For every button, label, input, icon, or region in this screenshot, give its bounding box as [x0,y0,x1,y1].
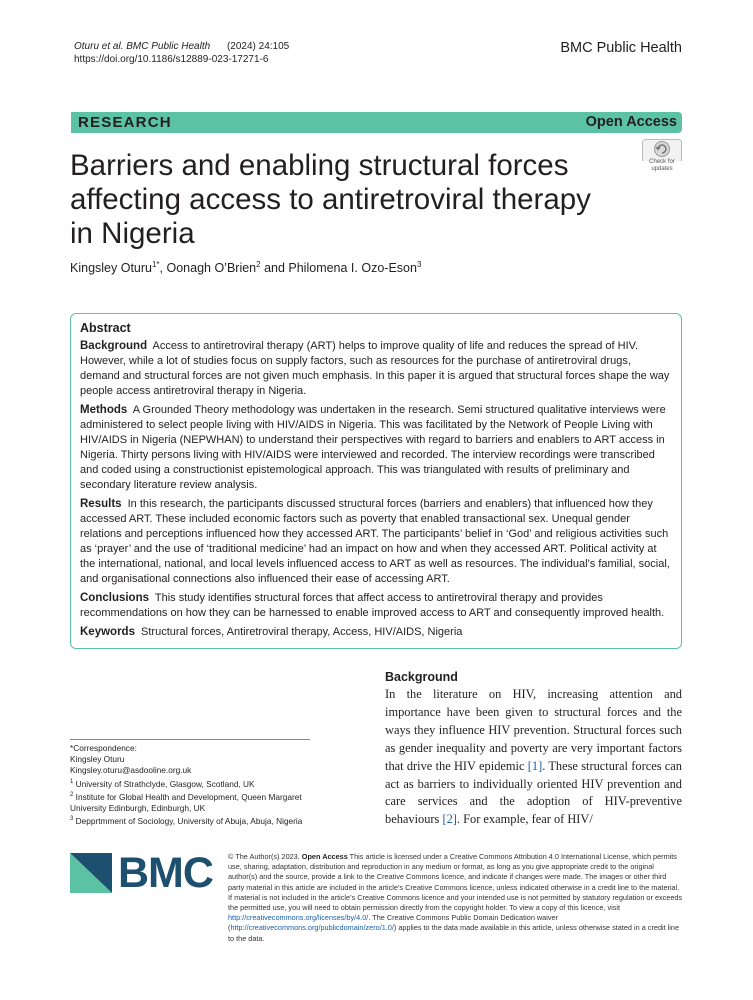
bmc-logo-icon [70,853,112,893]
bmc-logo-text: BMC [118,849,213,897]
abstract-box [70,313,682,649]
author-list [70,260,421,275]
article-title: Barriers and enabling structural forces affecting access to antiretroviral therapy in Nigeria [70,149,591,250]
abstract-section-head: Methods [80,404,128,416]
citation-line [74,40,293,53]
author-name[interactable]: , Oonagh O’Brien [159,261,257,276]
abstract-methods [80,403,673,493]
abstract-heading: Abstract [80,321,131,335]
citation-link[interactable]: [1] [527,758,543,773]
affiliation-number: 3 [70,815,74,822]
background-paragraph [385,686,682,829]
author-name[interactable]: Kingsley Oturu [70,261,152,276]
author-name[interactable]: and Philomena I. Ozo‑Eson [260,261,417,276]
abstract-section-head: Background [80,340,148,352]
correspondence-block [70,739,330,827]
author-affiliation-mark: 1* [151,260,160,269]
abstract-keywords [80,625,673,640]
author-affiliation-mark: 2 [256,260,261,269]
abstract-section-text: This study identifies structural forces that affect access to antiretroviral therapy and provides recommendations on how they can be harnessed to enable improved access to ART and consequently improved health. [80,592,665,619]
license-text: . The Creative Commons Public Domain Dedication waiver ( [228,913,558,933]
correspondence-label: *Correspondence: [70,743,137,753]
license-link[interactable]: http://creativecommons.org/licenses/by/4.0/ [228,913,369,923]
bmc-logo [70,849,220,897]
doi-link[interactable]: https://doi.org/10.1186/s12889-023-17271-6 [74,54,269,65]
section-banner [71,112,682,133]
license-statement [228,852,683,944]
keywords-text: Structural forces, Antiretroviral therapy, Access, HIV/AIDS, Nigeria [141,626,463,638]
background-heading: Background [385,670,458,684]
license-text: This article is licensed under a Creative Commons Attribution 4.0 International License, which permits use, sharing, adaptation, distribution and reproduction in any medium or format, as long as you give appropriate credit to the original author(s) and the source, provide a link to the Creative Commons licence, and indicate if changes were made. The images or other third party material in this article are included in the article’s Creative Commons licence, unless indicated otherwise in a credit line to the material. If material is not included in the article’s Creative Commons licence and your intended use is not permitted by statutory regulation or exceeds the permitted use, you will need to obtain permission directly from the copyright holder. To view a copy of this licence, visit [228,852,683,913]
abstract-section-text: Access to antiretroviral therapy (ART) helps to improve quality of life and reduces the spread of HIV. However, while a lot of studies focus on supply factors, such as resources for the purchase of antiretroviral drugs, demand and structural forces are not given much emphasis. In this paper it is argued that structural forces shape the way people access antiretroviral therapy in Nigeria. [80,340,670,397]
citation-link[interactable]: [2] [442,812,457,827]
abstract-section-head: Results [80,498,122,510]
author-affiliation-mark: 3 [416,260,422,269]
journal-name: BMC Public Health [560,40,682,56]
copyright: © The Author(s) 2023. [228,852,300,861]
open-access-bold: Open Access [301,852,348,861]
abstract-section-text: In this research, the participants discussed structural forces (barriers and enablers) that influenced how they accessed ART. These included economic factors such as poverty that enabled transactional sex. Unequal gender relations and perceptions influenced how they accessed ART. The participants’ belief in ‘God’ and religious activities such as ‘prayer’ and the use of ‘traditional medicine’ had an impact on how and when they accessed ART. Political activity at the international, national, and local levels influenced access to ART as well as resources. The individual’s familial, social, and organisational connections also influenced their ease of accessing ART. [80,498,670,585]
abstract-conclusions [80,591,673,621]
abstract-section-head: Conclusions [80,592,150,604]
correspondence-name: Kingsley Oturu [70,754,125,765]
check-updates-label: Check for updates [649,159,675,172]
affiliation-number: 2 [70,791,74,798]
check-for-updates-badge[interactable] [642,139,682,177]
body-text: . These structural forces can act as barriers to individually oriented HIV prevention and care services and the adoption of HIV-preventive behaviours [385,758,682,827]
open-access-label: Open Access [585,114,677,130]
affiliation-number: 1 [70,778,74,785]
section-label: RESEARCH [78,114,172,131]
affiliation-text: Institute for Global Health and Development, Queen Margaret University Edinburgh, Edinburgh, UK [70,791,302,813]
journal-cite: Oturu et al. BMC Public Health [74,41,211,52]
abstract-background [80,339,673,399]
abstract-results [80,497,673,587]
running-header [74,40,293,66]
body-text: In the literature on HIV, increasing attention and importance have been given to structural forces and the ways they influence HIV prevention. Structural forces such as gender inequality and poverty are very important factors that drive the HIV epidemic [385,687,682,773]
public-domain-link[interactable]: http://creativecommons.org/publicdomain/zero/1.0/ [230,923,394,933]
correspondence-email[interactable]: Kingsley.oturu@asdooline.org.uk [70,765,192,776]
affiliation-text: Depprtmment of Sociology, University of Abuja, Abuja, Nigeria [75,815,303,826]
license-text: ) applies to the data made available in this article, unless otherwise stated in a credit line to the data. [228,923,680,943]
keywords-head: Keywords [80,626,135,638]
affiliation-2 [70,790,330,814]
affiliation-1 [70,777,330,790]
affiliation-3 [70,814,330,827]
year-volume: (2024) 24:105 [226,41,290,52]
check-updates-icon [642,139,682,161]
footnote-divider [70,739,310,740]
abstract-section-text: A Grounded Theory methodology was undertaken in the research. Semi structured qualitative interviews were administered to select people living with HIV/AIDS in Nigeria. This was facilitated by the Network of People Living with HIV/AIDS in Nigeria (NEPWHAN) to understand their perspectives with regard to barriers and enablers to ART access in Nigeria. Thirty persons living with HIV/AIDS were interviewed and recorded. The interview recordings were transcribed and coded using a constructionist epistemological approach. This was triangulated with results of preliminary and secondary literature review analysis. [80,404,666,491]
affiliation-text: University of Strathclyde, Glasgow, Scotland, UK [75,778,255,789]
body-text: . For example, fear of HIV/ [456,812,593,827]
